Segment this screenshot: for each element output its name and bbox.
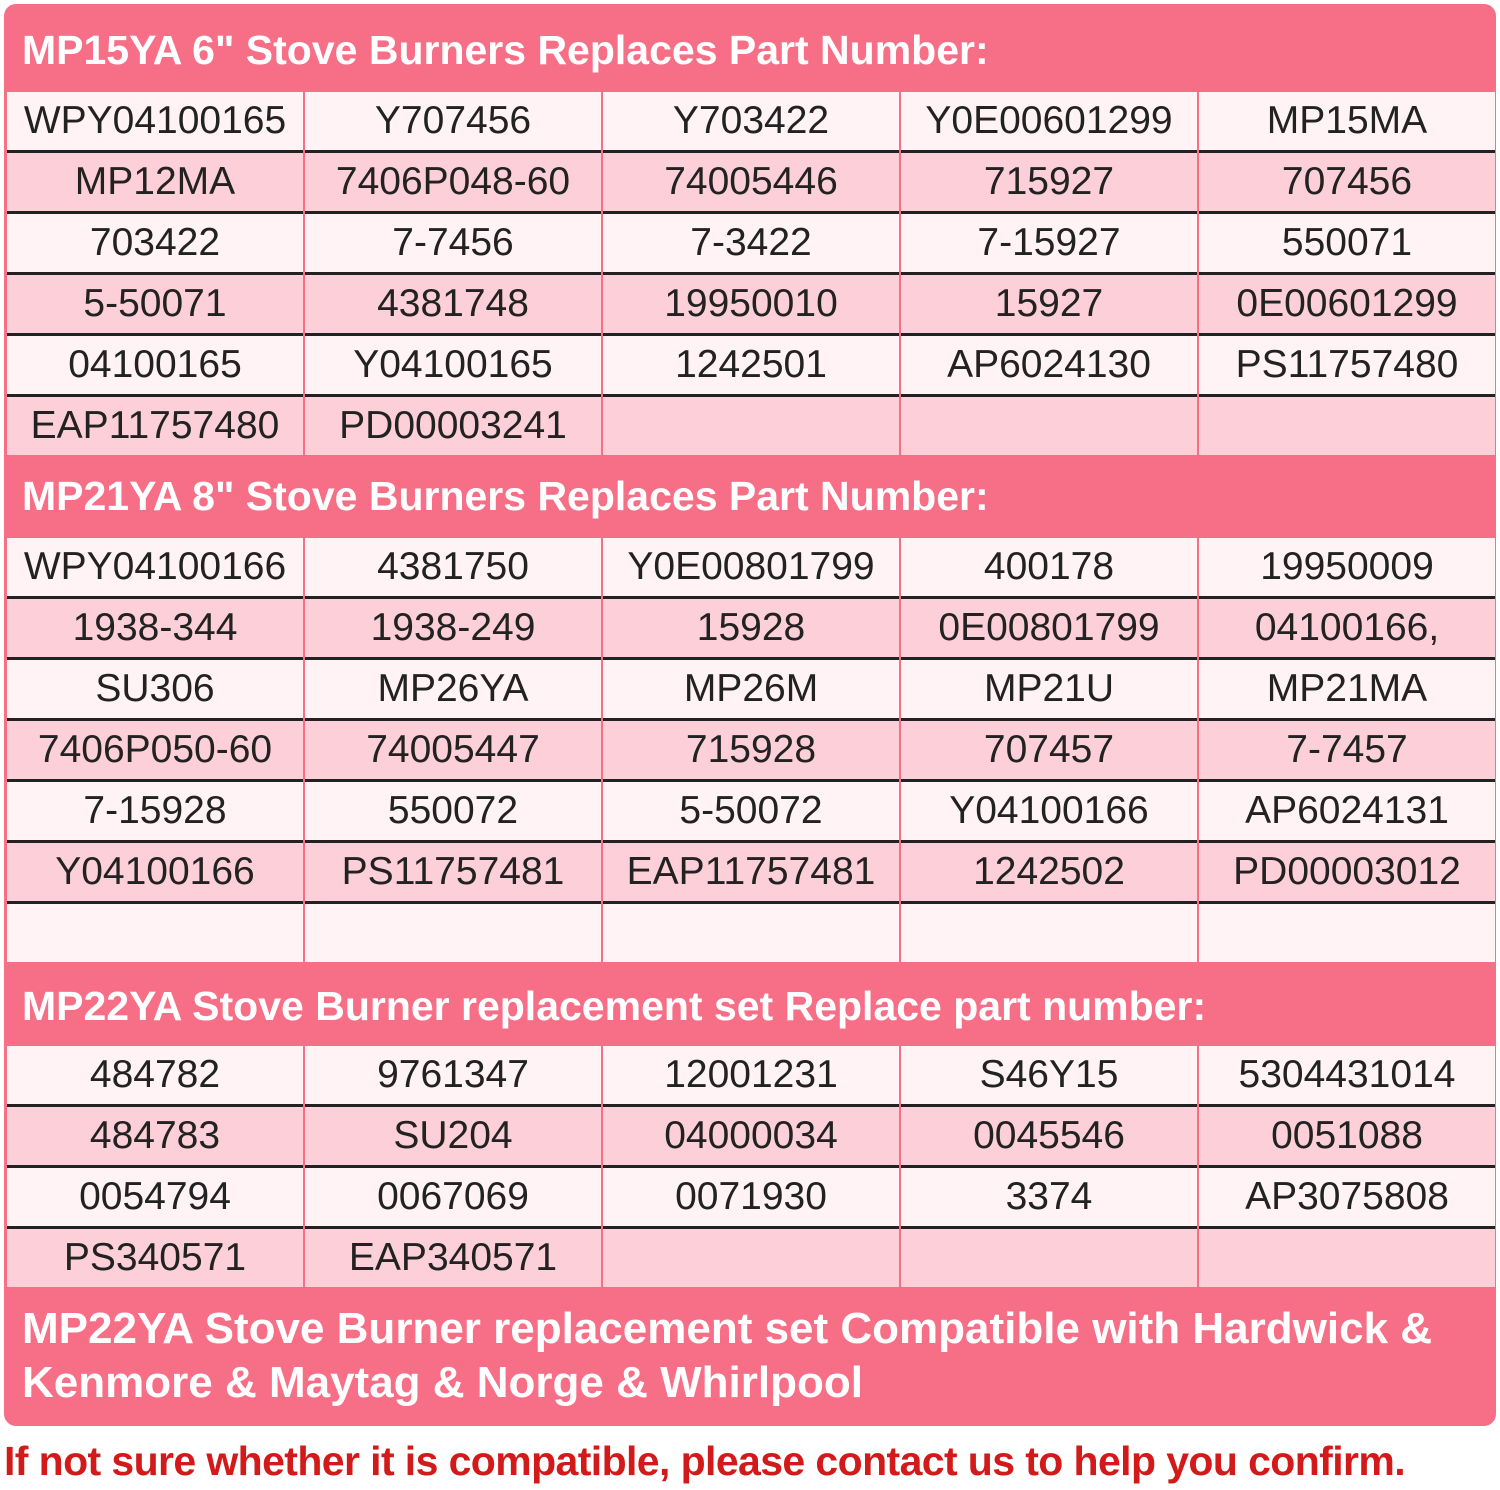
part-number-cell: 7406P048-60 bbox=[305, 153, 601, 214]
part-number-cell: WPY04100165 bbox=[7, 92, 303, 153]
part-number-cell: 1242502 bbox=[901, 843, 1197, 904]
part-number-cell: 550072 bbox=[305, 782, 601, 843]
part-number-cell: Y0E00601299 bbox=[901, 92, 1197, 153]
part-number-cell: 0E00601299 bbox=[1199, 275, 1495, 336]
part-number-cell: Y0E00801799 bbox=[603, 538, 899, 599]
section-title-mp21ya: MP21YA 8" Stove Burners Replaces Part Number: bbox=[22, 473, 989, 519]
part-number-cell: 4381748 bbox=[305, 275, 601, 336]
part-number-cell: 7-15928 bbox=[7, 782, 303, 843]
part-number-cell: 707456 bbox=[1199, 153, 1495, 214]
part-number-cell bbox=[7, 904, 303, 962]
part-number-cell: 715928 bbox=[603, 721, 899, 782]
part-number-cell: 74005446 bbox=[603, 153, 899, 214]
part-number-cell: AP6024130 bbox=[901, 336, 1197, 397]
part-number-cell: 5-50072 bbox=[603, 782, 899, 843]
part-number-cell bbox=[305, 904, 601, 962]
part-number-cell: MP12MA bbox=[7, 153, 303, 214]
part-number-cell: 703422 bbox=[7, 214, 303, 275]
part-number-cell bbox=[901, 904, 1197, 962]
part-number-cell: MP21U bbox=[901, 660, 1197, 721]
part-number-cell bbox=[603, 1229, 899, 1287]
part-number-cell: WPY04100166 bbox=[7, 538, 303, 599]
part-number-cell: 715927 bbox=[901, 153, 1197, 214]
part-number-cell bbox=[1199, 397, 1495, 455]
part-number-cell: 484783 bbox=[7, 1107, 303, 1168]
part-number-cell: 15927 bbox=[901, 275, 1197, 336]
part-number-cell: 19950010 bbox=[603, 275, 899, 336]
part-number-cell: PS11757481 bbox=[305, 843, 601, 904]
part-number-cell: EAP340571 bbox=[305, 1229, 601, 1287]
part-number-cell: 550071 bbox=[1199, 214, 1495, 275]
part-number-cell: 400178 bbox=[901, 538, 1197, 599]
part-number-cell: PD00003241 bbox=[305, 397, 601, 455]
part-number-cell: 7406P050-60 bbox=[7, 721, 303, 782]
part-number-cell bbox=[603, 904, 899, 962]
part-number-cell: Y707456 bbox=[305, 92, 601, 153]
part-number-cell bbox=[901, 1229, 1197, 1287]
part-number-cell: S46Y15 bbox=[901, 1046, 1197, 1107]
part-number-cell: 1938-249 bbox=[305, 599, 601, 660]
part-number-cell: 484782 bbox=[7, 1046, 303, 1107]
part-number-cell: PD00003012 bbox=[1199, 843, 1495, 904]
section-title-mp22ya: MP22YA Stove Burner replacement set Replace part number: bbox=[22, 983, 1207, 1029]
part-number-cell: 04100165 bbox=[7, 336, 303, 397]
part-number-cell: 3374 bbox=[901, 1168, 1197, 1229]
part-number-cell: MP26M bbox=[603, 660, 899, 721]
part-number-cell: 9761347 bbox=[305, 1046, 601, 1107]
part-number-cell: 04100166, bbox=[1199, 599, 1495, 660]
part-number-cell: Y04100166 bbox=[901, 782, 1197, 843]
part-number-cell: 0067069 bbox=[305, 1168, 601, 1229]
part-number-cell: AP6024131 bbox=[1199, 782, 1495, 843]
part-number-cell: MP21MA bbox=[1199, 660, 1495, 721]
part-number-cell: 0054794 bbox=[7, 1168, 303, 1229]
part-number-cell bbox=[1199, 904, 1495, 962]
parts-table-mp22ya bbox=[7, 1046, 1496, 1287]
part-number-cell bbox=[901, 397, 1197, 455]
part-number-cell: 4381750 bbox=[305, 538, 601, 599]
parts-card bbox=[4, 4, 1496, 1426]
part-number-cell: 7-3422 bbox=[603, 214, 899, 275]
part-number-cell: 12001231 bbox=[603, 1046, 899, 1107]
part-number-cell: 7-7456 bbox=[305, 214, 601, 275]
part-number-cell: 19950009 bbox=[1199, 538, 1495, 599]
part-number-cell: PS11757480 bbox=[1199, 336, 1495, 397]
part-number-cell: 0E00801799 bbox=[901, 599, 1197, 660]
parts-table-mp21ya bbox=[7, 538, 1496, 962]
part-number-cell bbox=[603, 397, 899, 455]
part-number-cell: 1242501 bbox=[603, 336, 899, 397]
part-number-cell: Y04100165 bbox=[305, 336, 601, 397]
part-number-cell: MP26YA bbox=[305, 660, 601, 721]
part-number-cell: 0045546 bbox=[901, 1107, 1197, 1168]
part-number-cell: SU204 bbox=[305, 1107, 601, 1168]
part-number-cell: 04000034 bbox=[603, 1107, 899, 1168]
part-number-cell bbox=[1199, 1229, 1495, 1287]
compatibility-note: MP22YA Stove Burner replacement set Compatible with Hardwick & Kenmore & Maytag & Norge & Whirlpool bbox=[22, 1304, 1433, 1407]
part-number-cell: 15928 bbox=[603, 599, 899, 660]
part-number-cell: 7-7457 bbox=[1199, 721, 1495, 782]
part-number-cell: 707457 bbox=[901, 721, 1197, 782]
part-number-cell: PS340571 bbox=[7, 1229, 303, 1287]
part-number-cell: EAP11757480 bbox=[7, 397, 303, 455]
part-number-cell: AP3075808 bbox=[1199, 1168, 1495, 1229]
part-number-cell: Y04100166 bbox=[7, 843, 303, 904]
part-number-cell: 74005447 bbox=[305, 721, 601, 782]
part-number-cell: Y703422 bbox=[603, 92, 899, 153]
part-number-cell: SU306 bbox=[7, 660, 303, 721]
part-number-cell: 5304431014 bbox=[1199, 1046, 1495, 1107]
part-number-cell: 5-50071 bbox=[7, 275, 303, 336]
part-number-cell: 7-15927 bbox=[901, 214, 1197, 275]
part-number-cell: 0071930 bbox=[603, 1168, 899, 1229]
parts-table-mp15ya bbox=[7, 92, 1496, 455]
part-number-cell: MP15MA bbox=[1199, 92, 1495, 153]
section-title-mp15ya: MP15YA 6" Stove Burners Replaces Part Number: bbox=[22, 27, 989, 73]
contact-warning: If not sure whether it is compatible, please contact us to help you confirm. bbox=[4, 1438, 1406, 1484]
part-number-cell: 1938-344 bbox=[7, 599, 303, 660]
part-number-cell: EAP11757481 bbox=[603, 843, 899, 904]
part-number-cell: 0051088 bbox=[1199, 1107, 1495, 1168]
